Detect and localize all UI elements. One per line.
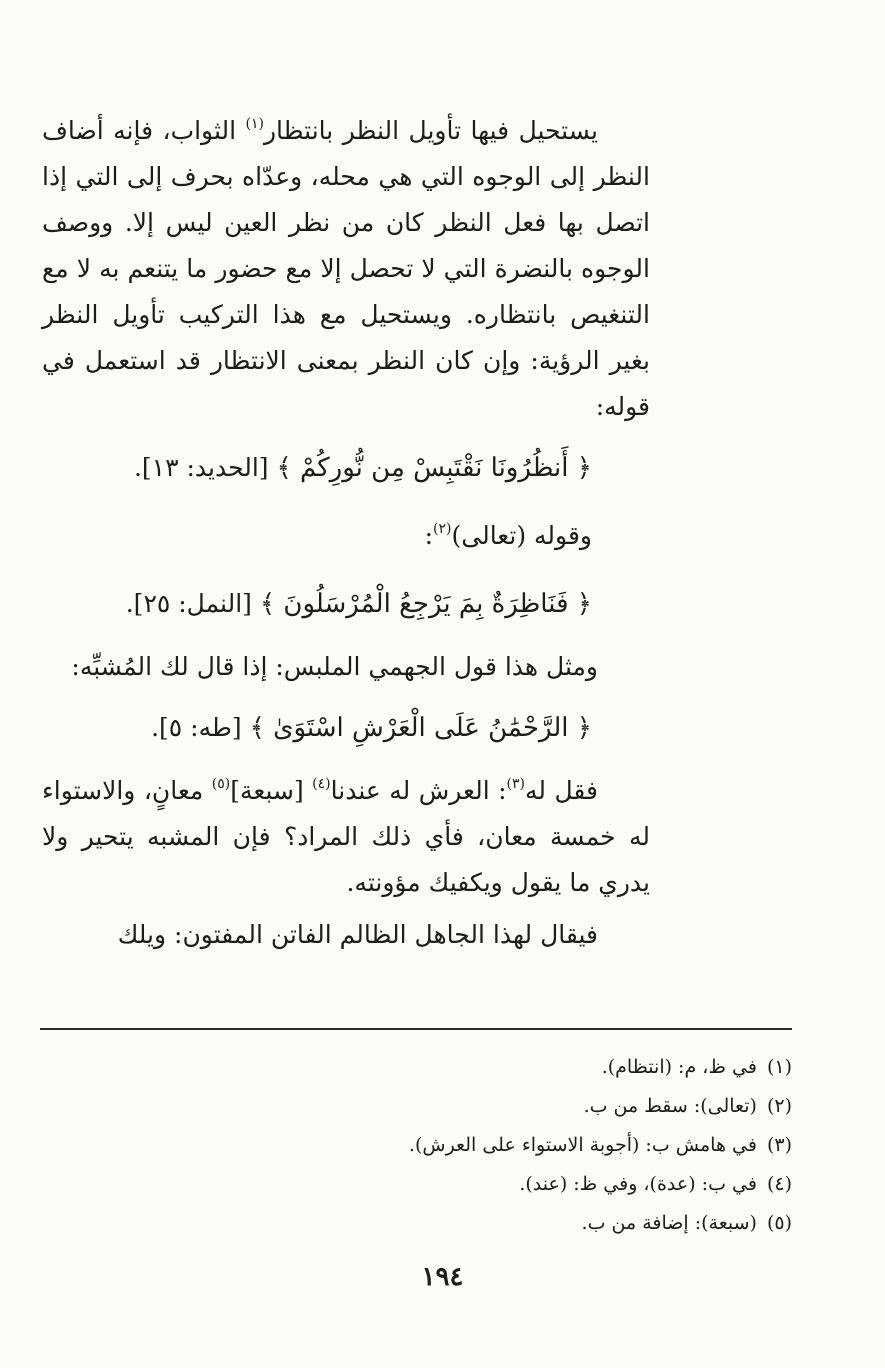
page-number: ١٩٤	[421, 1262, 464, 1292]
paragraph-2: وقوله (تعالى)$^{(٢)}$:	[424, 520, 592, 550]
footnotes	[92, 1048, 792, 1243]
footnote-3: (٣)في هامش ب: (أجوبة الاستواء على العرش).	[408, 1134, 792, 1156]
footnote-4: (٤)في ب: (عدة)، وفي ظ: (عند).	[519, 1173, 792, 1195]
footnote-ref-3[interactable]: (٣)	[506, 775, 525, 792]
paragraph-5: فيقال لهذا الجاهل الظالم الفاتن المفتون: ويلك	[117, 920, 598, 949]
main-text	[42, 108, 650, 958]
paragraph-4: فقل له$^{(٣)}$: العرش له عندنا$^{(٤)}$ [سبعة]$^{(٥)}$ معانٍ، والاستواء له خمسة معان، فأي ذلك المراد؟ فإن المشبه يتحير ولا يدري ما يقول ويكفيك مؤونته.	[42, 775, 650, 897]
quran-verse-1: ﴿ أَنظُرُونَا نَقْتَبِسْ مِن نُّورِكُمْ ﴾ [الحديد: ١٣].	[133, 453, 592, 483]
footnote-ref-2[interactable]: (٢)	[433, 520, 452, 537]
footnote-2: (٢)(تعالى): سقط من ب.	[583, 1095, 792, 1117]
verse-reference: [طه: ٥].	[151, 713, 250, 742]
quran-verse-3: ﴿ الرَّحْمَٰنُ عَلَى الْعَرْشِ اسْتَوَىٰ ﴾ [طه: ٥].	[151, 713, 592, 743]
footnote-ref-1[interactable]: (١)	[245, 115, 264, 132]
footnote-ref-5[interactable]: (٥)	[211, 775, 231, 792]
footnote-1: (١)في ظ، م: (انتظام).	[601, 1056, 792, 1078]
quran-verse-2: ﴿ فَنَاظِرَةٌ بِمَ يَرْجِعُ الْمُرْسَلُونَ ﴾ [النمل: ٢٥].	[125, 589, 592, 619]
footnote-5: (٥)(سبعة): إضافة من ب.	[581, 1212, 792, 1234]
footnote-divider	[40, 1028, 792, 1030]
verse-reference: [النمل: ٢٥].	[125, 589, 260, 618]
verse-reference: [الحديد: ١٣].	[133, 453, 277, 482]
paragraph-3: ومثل هذا قول الجهمي الملبس: إذا قال لك المُشبِّه:	[71, 652, 598, 681]
paragraph-1: يستحيل فيها تأويل النظر بانتظار$^{(١)}$ الثواب، فإنه أضاف النظر إلى الوجوه التي هي محله، وعدّاه بحرف إلى التي إذا اتصل بها فعل النظر كان من نظر العين ليس إلا. ووصف الوجوه بالنضرة التي لا تحصل إلا مع حضور ما يتنعم به لا مع التنغيص بانتظاره. ويستحيل مع هذا التركيب تأويل النظر بغير الرؤية: وإن كان النظر بمعنى الانتظار قد استعمل في قوله:	[42, 115, 650, 421]
footnote-ref-4[interactable]: (٤)	[312, 775, 331, 792]
